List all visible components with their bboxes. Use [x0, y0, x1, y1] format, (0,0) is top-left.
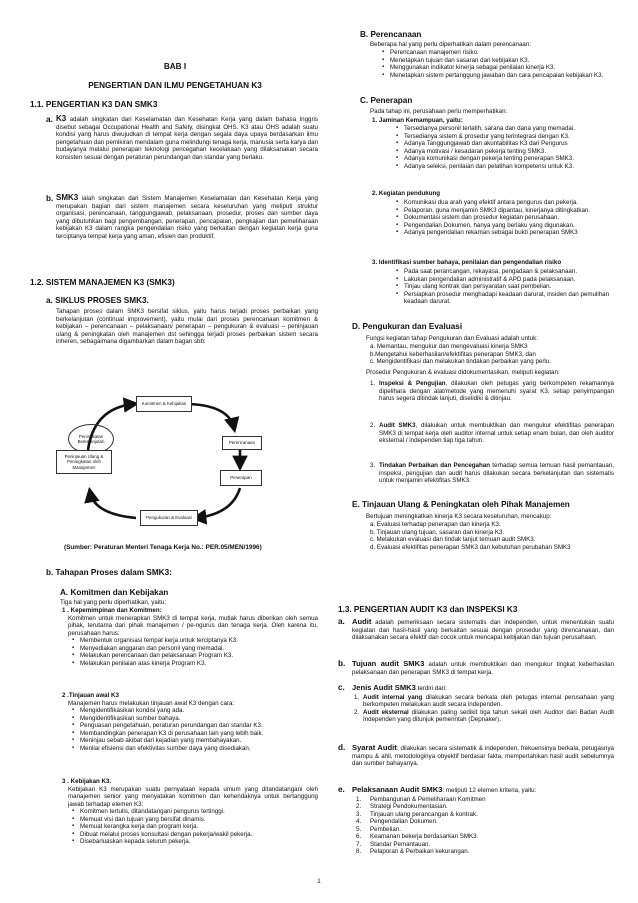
- item-term: Tujuan audit SMK3: [352, 659, 425, 668]
- chapter-title: PENGERTIAN DAN ILMU PENGETAHUAN K3: [88, 81, 262, 90]
- siklus-text: Tahapan proses dalam SMK3 bersifat siklus, yaitu harus terjadi proses perbaikan yang berkelanjutan (continual improvement), yaitu mulai dari proses perencanaan komitmen & kebijakan – perencanaan – pelaksanaan/ penerapan – pengukuran & evaluasi – peninjauan ulang & peningkatan oleh manajemen dst sehingga terjadi proses perbaikan sistem secara inheren, sebagaimana digambarkan dalam bagan sbb:: [56, 308, 318, 346]
- item-term: Pelaksanaan Audit SMK3: [352, 785, 443, 794]
- item-body: : dilakukan secara sistematik & independen, frekuensinya berkala, petugasnya mampu & ahli, metodologinya obyektif berdasar fakta, mempertahikan hasil audit sebelumnya dan sumber bahayanya.: [352, 745, 614, 768]
- item-body: adalah untuk membuktikan dan mengukur tingkat keberhasilan pelaksanaan dan penerapan SMK3 di tempat kerja.: [352, 661, 614, 676]
- siklus-heading: a. SIKLUS PROSES SMK3.: [46, 296, 149, 305]
- list-item: ▪ Adanya motivasi / kesadaran pekerja tenting SMK3.: [404, 148, 626, 156]
- list-item: ▪ Adanya pengendalian rekaman sebagai bukti penerapan SMK3: [404, 229, 626, 237]
- item-text: [379, 422, 614, 445]
- item-body: Standar Pemantauan.: [370, 840, 431, 848]
- stage-a2-heading: 2 .Tinjauan awal K3: [62, 692, 119, 699]
- definition-smk3-text: [56, 194, 318, 241]
- stage-d-intro: Fungsi kegiatan tahap Pengukuran dan Evaluasi adalah untuk:: [366, 335, 538, 342]
- stage-a3-heading: 3 . Kebijakan K3.: [62, 778, 112, 785]
- list-item: ▪ Persiapkan prosedur menghadapi keadaan darurat, insiden dan pemulihan keadaan darurat.: [404, 291, 626, 306]
- item-text: [363, 709, 614, 724]
- list-item: ▪ Memuat visi dan tujuan yang bersifat dinamis.: [80, 816, 318, 824]
- list-item: ▪ Adanya komunikasi dengan pekerja tenting penerapan SMK3.: [404, 155, 626, 163]
- stage-e-heading: E. Tinjauan Ulang & Peningkatan oleh Pihak Manajemen: [352, 500, 570, 509]
- stage-d-heading: D. Pengukuran dan Evaluasi: [352, 322, 463, 331]
- definition-smk3-letter: b.: [46, 194, 54, 203]
- list-item: ▪ Tinjau ulang kontrak dan persyaratan saat pembelian.: [404, 283, 626, 291]
- tahapan-heading: b. Tahapan Proses dalam SMK3:: [46, 568, 172, 577]
- item-body: terdiri dari:: [417, 685, 447, 692]
- list-item: ▪ Disebarluaskan kepada seluruh pekerja.: [80, 838, 318, 846]
- item-number: 5.: [356, 825, 362, 833]
- list-item: ▪ Menilai efisiensi dan efektivitas sumber daya yang disediakan.: [80, 745, 318, 753]
- diagram-source: (Sumber: Peraturan Menteri Tenaga Kerja No.: PER.05/MEN/1996): [64, 544, 262, 551]
- list-item: ▪ Pada saat perancangan, rekayasa, pengadaan & pelaksanaan.: [404, 268, 626, 276]
- list-item: ▪ Membentuk organisasi tempat kerja untuk terciptanya K3.: [80, 637, 318, 645]
- stage-c3-heading: 3. Identifikasi sumber bahaya, penilaian dan pengendalian risiko: [372, 259, 562, 266]
- item-text: [352, 618, 614, 642]
- item-number: 2.: [370, 422, 376, 429]
- list-item: ▪ Pelaporan, guna menjamin SMK3 dipantau, kinerjanya ditingkatkan.: [404, 207, 626, 215]
- smk3-cycle-diagram: [54, 384, 294, 532]
- item-text: [352, 786, 614, 795]
- list-item: c. Melakukan evaluasi dan tindak lanjut temuan audit SMK3.: [370, 536, 536, 544]
- item-number: 1.: [356, 795, 362, 803]
- k3-body: adalah singkatan dari Keselamatan dan Kesehatan Kerja yang dalam bahasa Inggris disebut sebagai Occupational Health and Safety, disingkat OHS. K3 atau OHS adalah suatu kondisi yang harus diwujudkan di tempat kerja dengan segala daya upaya berdasarkan ilmu pengetahuan dan pemikiran mendalam guna melindungi tenaga kerja, manusia serta karya dan budayanya melalui penerapan teknologi pencegahan kecelakaan yang dilaksanakan secara konsisten sesuai dengan peraturan perundangan dan standar yang berlaku.: [56, 116, 318, 161]
- audit-purpose: [338, 660, 614, 676]
- audit-types-item-1: [354, 694, 614, 709]
- list-item: [356, 848, 614, 856]
- stage-a3: [60, 778, 318, 846]
- stage-d-prosedur: Prosedur Pengukuran & evaluasi didokumentasikan, meliputi kegiatan:: [366, 369, 560, 376]
- arrow-penerapan-to-pengukuran: [196, 488, 240, 518]
- audit-definition: [338, 618, 614, 642]
- list-item: ▪ Pengendalian Dokumen, hanya yang berlaku yang digunakan.: [404, 222, 626, 230]
- node-penerapan: Penerapan: [220, 470, 262, 486]
- list-item: [356, 803, 614, 811]
- node-perencanaan: Perencanaan: [222, 436, 262, 450]
- smk3-term: SMK3: [56, 193, 79, 202]
- stage-d-purposes: [370, 343, 614, 366]
- list-item: ▪ Penguasan pengetahuan, peraturan perundangan dan standar K3.: [80, 722, 318, 730]
- item-number: 3.: [370, 462, 376, 469]
- item-body: Tinjauan ulang perancangan & kontrak.: [370, 810, 478, 818]
- list-item: ▪ Meninjau sebab akibat dari kejadian yang membahayakan.: [80, 737, 318, 745]
- item-body: dilakukan paling sedikit tiga tahun sekali oleh Auditor dari Badan Audit Independen yang ditunjuk pemerintah (Depnaker).: [363, 708, 614, 724]
- item-number: 2.: [354, 708, 360, 716]
- stage-c2-heading: 2. Kegiatan pendukung: [372, 190, 441, 197]
- list-item: ▪ Komitmen tertulis, ditandatangani pengurus tertinggi.: [80, 808, 318, 816]
- item-body: terhadap semua temuan hasil pemantauan, inspeksi, pengujian dan audit harus dilakukan secara berkelanjutan dan sistematis untuk menjamin efektifitas SMK3.: [379, 462, 614, 485]
- list-item: ▪ Melakukan perencanaan dan pelaksanaan Program K3.: [80, 652, 318, 660]
- list-item: a. Memantau, mengukur dan mengevaluasi kinerja SMK3: [370, 343, 528, 350]
- stage-a1: [60, 607, 318, 667]
- stage-c-heading: C. Penerapan: [360, 96, 413, 105]
- stage-a3-text: Kebijakan K3 merupakan suatu pernyataan kepada umum yang ditandatangani oleh manajemen senior yang menyatakan komitmen dan kehendaknya untuk bertanggung jawab terhadap elemen K3:: [68, 785, 318, 808]
- stage-b-intro: Beberapa hal yang perlu diperhatikan dalam perencanaan:: [370, 41, 531, 48]
- stage-c2-list: [390, 199, 626, 237]
- arrow-pengukuran-to-peninjauan: [90, 492, 136, 518]
- item-number: 1.: [354, 693, 360, 701]
- item-body: , dilakukan untuk membuktikan dan mengukur efektifitas penerapan SMK3 di tempat kerja oleh auditor internal untuk setiap enam bulan, dan oleh auditor eksternal / independen tiap tiga tahun.: [379, 422, 614, 445]
- item-term: Jenis Audit SMK3: [352, 683, 416, 692]
- section-1-2-heading: 1.2. SISTEM MANAJEMEN K3 (SMK3): [30, 278, 175, 287]
- stage-a-heading: A. Komitmen dan Kebijakan: [60, 588, 169, 597]
- item-body: : meliputi 12 elemen kriteria, yaitu:: [442, 787, 537, 794]
- list-item: b.Mengetahui keberhasilan/efektifitas penerapan SMK3, dan: [370, 350, 536, 358]
- item-letter: e.: [338, 785, 345, 794]
- item-body: adalah pemeriksaan secara sistematis dan independen, untuk menentukan suatu kegiatan dan hasil-hasil yang berkaitan sesuai dengan prosedur yang direncanakan, dan dilaksanakan secara efektif dan cocok untuk mencapai kebijakan dan tujuan perusahaan.: [352, 619, 614, 642]
- item-body: Pembelian.: [370, 825, 401, 833]
- node-peningkatan-berkelanjutan: Peningkatan Berkelanjutan: [68, 424, 114, 454]
- stage-a1-heading: 1 . Kepemimpinan dan Komitmen:: [62, 607, 162, 614]
- stage-a2-list: [66, 707, 318, 752]
- item-term: Audit SMK3: [379, 422, 416, 429]
- list-item: [356, 841, 614, 849]
- section-1-3-heading: 1.3. PENGERTIAN AUDIT K3 dan INSPEKSI K3: [338, 605, 518, 614]
- node-peninjauan-ulang: Peninjauan Ulang & Peningkatan oleh Manajemen: [56, 450, 112, 474]
- definition-k3-letter: a.: [46, 115, 53, 124]
- item-text: [379, 380, 614, 403]
- stage-e-intro: Bertujuan meningkatkan kinerja K3 secara keseluruhan, mencakup:: [366, 513, 552, 520]
- stage-b-list: [376, 49, 626, 79]
- list-item: ▪ Lakukan pengendalian administratif & APD pada pelaksanaan.: [404, 276, 626, 284]
- definition-k3-text: [56, 115, 318, 162]
- stage-e-list: [370, 521, 614, 551]
- item-number: 4.: [356, 818, 362, 826]
- list-item: ▪ Dibuat melalui proses konsultasi dengan pekerja/wakil pekerja.: [80, 831, 318, 839]
- list-item: ▪ Mengidentifikasikan kondisi yang ada.: [80, 707, 318, 715]
- list-item: ▪ Adanya Tanggungjawab dan akuntabilitas K3 dari Pengurus: [404, 140, 626, 148]
- item-text: [352, 744, 614, 768]
- item-body: , dilakukan oleh petugas yang berkompeten rekamannya dipelihara dengan alat/metode yang memenuhi syarat K3, setiap penyimpangan harus segera ditindak lanjuti, diselidiki & ditinjau.: [379, 380, 614, 403]
- list-item: c. Mengidentifikasi dan melakukan tindakan perbaikan yang perlu.: [370, 358, 551, 366]
- item-text: [363, 694, 614, 709]
- stage-c-intro: Pada tahap ini, perusahaan perlu memperhatikan:: [370, 108, 508, 115]
- stage-d-item-2: [370, 422, 614, 445]
- item-letter: a.: [338, 617, 345, 626]
- item-number: 2.: [356, 803, 362, 811]
- stage-a2: [60, 692, 318, 752]
- stage-a-intro: Tiga hal yang perlu diperhatikan, yaitu:: [60, 599, 167, 606]
- stage-a1-text: Komitmen untuk menerapkan SMK3 di tempat kerja, mutlak harus diberikan oleh semua pihak, terutama dari pihak manajemen / pe-ngurus dan tenaga kerja. Oleh karena itu, perusahaan harus:: [68, 614, 318, 637]
- arrow-komitmen-to-perencanaan: [190, 404, 234, 428]
- audit-implementation: [338, 786, 614, 856]
- audit-types: [338, 684, 614, 724]
- item-body: Strategi Pendokumentasian.: [370, 803, 448, 811]
- list-item: ▪ Tersedianya sistem & prosedur yang terintegrasi dengan K3.: [404, 133, 626, 141]
- smk3-body: ialah singkatan dari Sistem Manajemen Keselamatan dan Kesehatan Kerja yang merupakan bagian dari sistem manajemen secara keseluruhan yang meliputi struktur organisasi, perencanaan, tanggungjawab, pelaksanaan, prosedur, proses dan sumber daya yang dibutuhkan bagi pengembangan, penerapan, pencapaian, pengkajian dan pemeliharaan kebijakan K3 dalam rangka pengendalian risiko yang berkaitan dengan kegiatan kerja guna terciptanya tempat kerja yang aman, efisien dan produktif.: [56, 195, 318, 240]
- item-body: Pembangunan & Pemeliharaan Komitmen: [370, 795, 486, 803]
- stage-d-item-1: [370, 380, 614, 403]
- item-letter: c.: [338, 683, 345, 692]
- list-item: ▪ Mengidentifikasikan sumber bahaya.: [80, 715, 318, 723]
- audit-types-item-2: [354, 709, 614, 724]
- page-number: 1: [317, 878, 321, 885]
- list-item: ▪ Menggunakan indikator kinerja sebagai penilaian kinerja K3.: [390, 64, 626, 72]
- list-item: d. Evaluasi efektifitas penerapan SMK3 dan kebutuhan perubahan SMK3: [370, 543, 571, 551]
- stage-d-item-3: [370, 462, 614, 485]
- stage-c1-heading: 1. Jaminan Kemampuan, yaitu:: [372, 117, 463, 124]
- node-komitmen-kebijakan: Komitmen & Kebijakan: [136, 396, 192, 412]
- section-1-1-heading: 1.1. PENGERTIAN K3 DAN SMK3: [30, 100, 158, 109]
- list-item: ▪ Tersedianya personil terlatih, sarana dan dana yang memadai.: [404, 125, 626, 133]
- list-item: [356, 796, 614, 804]
- definition-smk3: [46, 194, 318, 241]
- item-term: Audit: [352, 617, 372, 626]
- item-number: 8.: [356, 848, 362, 856]
- item-term: Inspeksi & Pengujian: [379, 380, 446, 387]
- list-item: ▪ Perencanaan manajemen risiko.: [390, 49, 626, 57]
- item-letter: b.: [338, 659, 346, 668]
- item-text: [352, 684, 614, 693]
- audit-requirements: [338, 744, 614, 768]
- list-item: ▪ Membandingkan penerapan K3 di perusahaan lain yang lebih baik.: [80, 730, 318, 738]
- item-number: 7.: [356, 840, 362, 848]
- list-item: [356, 811, 614, 819]
- item-term: Audit internal yang: [363, 693, 423, 701]
- audit-elements-list: [356, 796, 614, 856]
- item-letter: d.: [338, 743, 346, 752]
- list-item: [356, 826, 614, 834]
- list-item: ▪ Memuat kerangka kerja dan program kerja.: [80, 823, 318, 831]
- item-text: [352, 660, 614, 676]
- list-item: ▪ Menetapkan sistem pertanggung jawaban dan cara pencapaian kebijakan K3.: [390, 72, 626, 80]
- definition-k3: [46, 115, 318, 162]
- list-item: a. Evaluasi terhadap penerapan dan kinerja K3.: [370, 521, 501, 528]
- list-item: ▪ Dokumentasi sistem dan prosedur kegiatan perusahaan.: [404, 214, 626, 222]
- list-item: ▪ Komunikasi dua arah yang efektif antara pengurus dan pekerja.: [404, 199, 626, 207]
- node-pengukuran-evaluasi: Pengukuran & Evaluasi: [140, 510, 198, 526]
- item-term: Audit eksternal: [363, 708, 409, 716]
- item-text: [379, 462, 614, 485]
- item-term: Tindakan Perbaikan dan Pencegahan: [379, 462, 490, 469]
- item-number: 3.: [356, 810, 362, 818]
- list-item: [356, 833, 614, 841]
- stage-c1-list: [390, 125, 626, 170]
- stage-c3-list: [390, 268, 626, 306]
- chapter-label: BAB I: [163, 62, 187, 71]
- item-body: Pengendalian Dokumen.: [370, 818, 438, 826]
- stage-b-heading: B. Perencanaan: [360, 30, 422, 39]
- list-item: b. Tinjauan ulang tujuan, sasaran dan kinerja K3.: [370, 528, 505, 536]
- k3-term: K3: [56, 114, 67, 123]
- item-number: 6.: [356, 833, 362, 841]
- list-item: ▪ Melakukan penilaian atas kinerja Program K3.: [80, 660, 318, 668]
- list-item: ▪ Menetapkan tujuan dan sasaran dari kebijakan K3.: [390, 57, 626, 65]
- item-body: Pelaporan & Perbaikan kekurangan.: [370, 848, 470, 856]
- item-body: Keamanan bekerja berdasarkan SMK3.: [370, 833, 479, 841]
- list-item: [356, 818, 614, 826]
- list-item: ▪ Menyediakan anggaran dan personil yang memadai.: [80, 645, 318, 653]
- item-number: 1.: [370, 380, 376, 387]
- list-item: ▪ Adanya seleksi, penilaian dan pelatihan kompetensi untuk K3.: [404, 163, 626, 171]
- stage-a2-text: Manajemen harus melakukan tinjauan awal K3 dengan cara:: [68, 699, 235, 707]
- item-body: dilakukan secara berkala oleh petugas internal perusahaan yang berkompeten melakukan audit secara independen.: [363, 693, 615, 709]
- stage-a3-list: [66, 808, 318, 846]
- item-term: Syarat Audit: [352, 743, 397, 752]
- stage-a1-list: [66, 637, 318, 667]
